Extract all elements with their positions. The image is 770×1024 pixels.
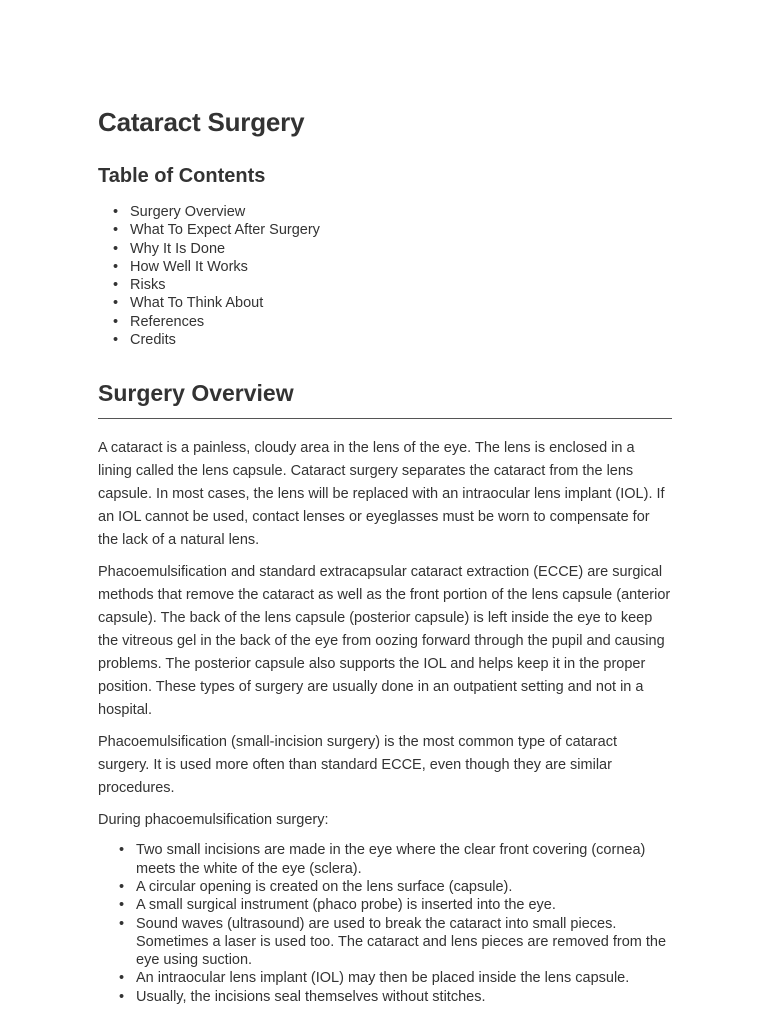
toc-item-references[interactable]: • References bbox=[130, 313, 672, 331]
toc-item-what-to-expect[interactable]: • What To Expect After Surgery bbox=[130, 221, 672, 239]
paragraph: A cataract is a painless, cloudy area in the lens of the eye. The lens is enclosed in a lining called the lens capsule. Cataract surgery separates the cataract from the lens capsule. In most cases, the lens will be replaced with an intraocular lens implant (IOL). If an IOL cannot be used, contact lenses or eyeglasses must be worn to compensate for the lack of a natural lens. bbox=[98, 440, 665, 549]
list-item: • Two small incisions are made in the eye where the clear front covering (cornea) meets the white of the eye (sclera). bbox=[136, 841, 672, 878]
procedure-steps-list bbox=[98, 841, 672, 1006]
list-item: • A small surgical instrument (phaco probe) is inserted into the eye. bbox=[136, 896, 672, 914]
list-item: • Usually, the incisions seal themselves without stitches. bbox=[136, 988, 672, 1006]
toc-item-surgery-overview[interactable]: • Surgery Overview bbox=[130, 203, 672, 221]
paragraph: Phacoemulsification and standard extracapsular cataract extraction (ECCE) are surgical methods that remove the cataract as well as the front portion of the lens capsule (anterior capsule). The back of the lens capsule (posterior capsule) is left inside the eye to keep the vitreous gel in the back of the eye from oozing forward through the pupil and causing problems. The posterior capsule also supports the IOL and helps keep it in the proper position. These types of surgery are usually done in an outpatient setting and not in a hospital. bbox=[98, 564, 671, 719]
toc-item-credits[interactable]: • Credits bbox=[130, 331, 672, 349]
paragraph: Phacoemulsification (small-incision surgery) is the most common type of cataract surgery. It is used more often than standard ECCE, even though they are similar procedures. bbox=[98, 734, 617, 797]
list-item: • A circular opening is created on the lens surface (capsule). bbox=[136, 878, 672, 896]
table-of-contents bbox=[98, 203, 672, 349]
page-title: Cataract Surgery bbox=[98, 107, 305, 137]
list-item: • An intraocular lens implant (IOL) may then be placed inside the lens capsule. bbox=[136, 969, 672, 987]
document-page bbox=[98, 0, 672, 1006]
list-item: • Sound waves (ultrasound) are used to break the cataract into small pieces. Sometimes a laser is used too. The cataract and lens pieces are removed from the eye using suction. bbox=[136, 915, 672, 970]
section-heading-surgery-overview: Surgery Overview bbox=[98, 378, 672, 419]
toc-item-risks[interactable]: • Risks bbox=[130, 276, 672, 294]
toc-item-why-it-is-done[interactable]: • Why It Is Done bbox=[130, 240, 672, 258]
paragraph: During phacoemulsification surgery: bbox=[98, 812, 329, 829]
toc-item-how-well-it-works[interactable]: • How Well It Works bbox=[130, 258, 672, 276]
toc-heading: Table of Contents bbox=[98, 165, 266, 187]
toc-item-what-to-think-about[interactable]: • What To Think About bbox=[130, 294, 672, 312]
